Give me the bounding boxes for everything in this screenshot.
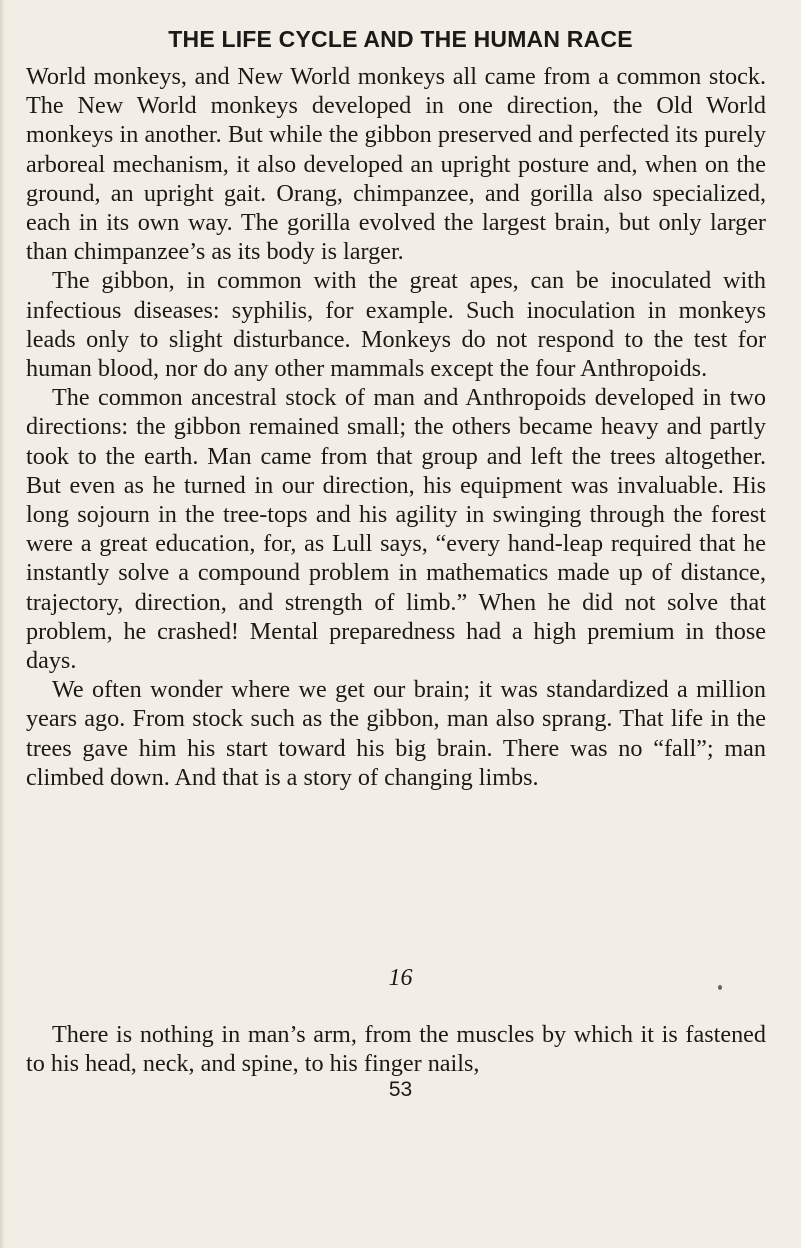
section-paragraph: There is nothing in man’s arm, from the muscles by which it is fastened to his head, neck, and spine, to his finger nails, [26, 1021, 766, 1078]
body-text [26, 62, 766, 792]
page-number: 53 [388, 1078, 413, 1101]
paragraph-3: The common ancestral stock of man and Anthropoids developed in two directions: the gibbon remained small; the others became heavy and partly took to the earth. Man came from that group and left the trees altogether. But even as he turned in our direction, his equipment was invaluable. His long sojourn in the tree-tops and his agility in swinging through the forest were a great education, for, as Lull says, “every hand-leap required that he instantly solve a compound problem in mathematics made up of distance, trajectory, direction, and strength of limb.” When he did not solve that problem, he crashed! Mental preparedness had a high premium in those days. [26, 384, 766, 675]
section-body-text [26, 1020, 766, 1078]
running-head: THE LIFE CYCLE AND THE HUMAN RACE [168, 26, 633, 52]
ink-speck [718, 985, 722, 990]
page-gutter-edge [0, 0, 5, 1248]
paragraph-2: The gibbon, in common with the great apes, can be inoculated with infectious diseases: syphilis, for example. Such inoculation in monkeys leads only to slight disturbance. Monkeys do not respond to the test for human blood, nor do any other mammals except the four Anthropoids. [26, 267, 766, 383]
paragraph-4: We often wonder where we get our brain; it was standardized a million years ago. From stock such as the gibbon, man also sprang. That life in the trees gave him his start toward his big brain. There was no “fall”; man climbed down. And that is a story of changing limbs. [26, 676, 766, 791]
section-number: 16 [388, 965, 413, 991]
paragraph-1: World monkeys, and New World monkeys all came from a common stock. The New World monkeys developed in one direction, the Old World monkeys in another. But while the gibbon preserved and perfected its purely arboreal mechanism, it also developed an upright posture and, when on the ground, an upright gait. Orang, chimpanzee, and gorilla also specialized, each in its own way. The gorilla evolved the largest brain, but only larger than chimpanzee’s as its body is larger. [26, 63, 766, 266]
